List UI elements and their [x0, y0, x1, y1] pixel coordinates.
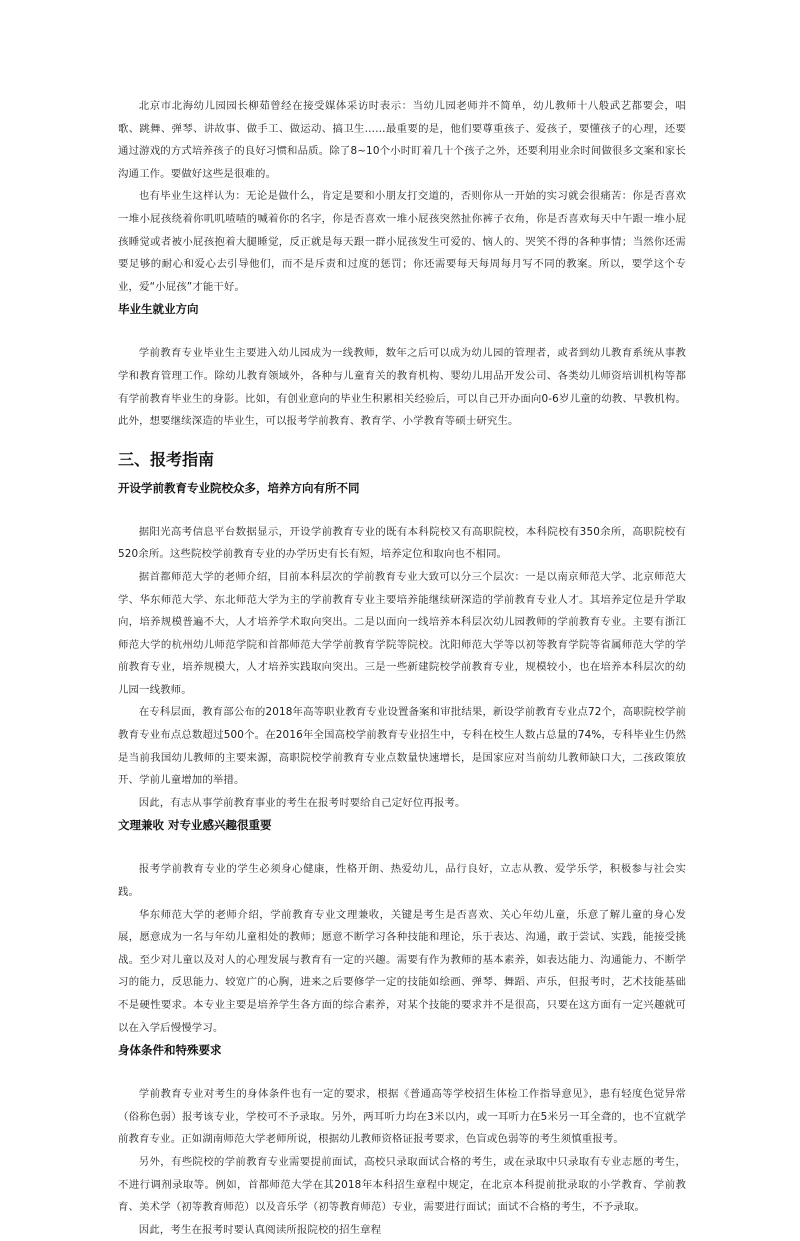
paragraph-physical-requirements: 学前教育专业对考生的身体条件也有一定的要求，根据《普通高等学校招生体检工作指导意见》，患有轻度色觉异常（俗称色弱）报考该专业，学校可不予录取。另外，两耳听力均在3米以内，或一耳听力在5米另一耳全聋的，也不宜就学前教育专业。正如湖南师范大学老师所说，根据幼儿教师资格证报考要求，色盲或色弱等的考生须慎重报考。 [118, 1088, 686, 1146]
document-page [118, 95, 686, 1241]
paragraph-employment: 学前教育专业毕业生主要进入幼儿园成为一线教师，数年之后可以成为幼儿园的管理者，或者到幼儿教育系统从事教学和教育管理工作。除幼儿教育领域外，各种与儿童育关的教育机构、婴幼儿用品开发公司、各类幼儿师资培训机构等都有学前教育毕业生的身影。比如，有创业意向的毕业生积累相关经验后，可以自己开办面向0-6岁儿童的幼教、早教机构。此外，想要继续深造的毕业生，可以报考学前教育、教育学、小学教育等硕士研究生。 [118, 347, 686, 428]
heading-schools: 开设学前教育专业院校众多，培养方向有所不同 [118, 480, 360, 495]
paragraph-schools-count: 据阳光高考信息平台数据显示，开设学前教育专业的既有本科院校又有高职院校，本科院校有350余所，高职院校有520余所。这些院校学前教育专业的办学历史有长有短，培养定位和取向也不相同。 [118, 525, 686, 561]
paragraph-interest-details: 华东师范大学的老师介绍，学前教育专业文理兼收，关键是考生是否喜欢、关心年幼儿童，乐意了解儿童的身心发展，愿意成为一名与年幼儿童相处的教师；愿意不断学习各种技能和理论，乐于表达、沟通，敢于尝试、实践，能接受挑战。至少对儿童以及对人的心理发展与教育有一定的兴趣。需要有作为教师的基本素养，如表达能力、沟通能力、不断学习的能力，反思能力、较宽广的心胸，进来之后要修学一定的技能如绘画、弹琴、舞蹈、声乐，但报考时，艺术技能基础不是硬性要求。本专业主要是培养学生各方面的综合素养，对某个技能的要求并不是很高，只要在这方面有一定兴趣就可以在入学后慢慢学习。 [118, 908, 686, 1034]
section-title: 三、报考指南 [118, 449, 215, 469]
paragraph-schools-vocational: 在专科层面，教育部公布的2018年高等职业教育专业设置备案和审批结果，新设学前教育专业点72个，高职院校学前教育专业布点总数超过500个。在2016年全国高校学前教育专业招生中，专科在校生人数占总量的74%，专科毕业生仍然是当前我国幼儿教师的主要来源，高职院校学前教育专业点数量快速增长，是国家应对当前幼儿教师缺口大，二孩政策放开、学前儿童增加的举措。 [118, 706, 686, 787]
paragraph-interest-requirements: 报考学前教育专业的学生必须身心健康，性格开朗、热爱幼儿，品行良好，立志从教、爱学乐学，积极参与社会实践。 [118, 863, 686, 899]
paragraph-kindergarten-principal: 北京市北海幼儿园园长柳茹曾经在接受媒体采访时表示：当幼儿园老师并不简单，幼儿教师十八般武艺都要会，唱歌、跳舞、弹琴、讲故事、做手工、做运动、搞卫生……最重要的是，他们要尊重孩子、爱孩子，要懂孩子的心理，还要通过游戏的方式培养孩子的良好习惯和品质。除了8~10个小时盯着几十个孩子之外，还要利用业余时间做很多文案和家长沟通工作。要做好这些是很难的。 [118, 100, 686, 180]
paragraph-physical-conclusion: 因此，考生在报考时要认真阅读所报院校的招生章程 [138, 1223, 382, 1236]
paragraph-graduate-opinion: 也有毕业生这样认为：无论是做什么，肯定是要和小朋友打交道的，否则你从一开始的实习就会很痛苦：你是否喜欢一堆小屁孩绕着你叽叽喳喳的喊着你的名字，你是否喜欢一堆小屁孩突然扯你裤子衣角，你是否喜欢每天中午跟一堆小屁孩睡觉或者被小屁孩抱着大腿睡觉，反正就是每天跟一群小屁孩发生可爱的、恼人的、哭笑不得的各种事情；当然你还需要足够的耐心和爱心去引导他们，而不是斥责和过度的惩罚；你还需要每天每周每月写不同的教案。所以，要学这个专业，爱“小屁孩”才能干好。 [118, 190, 686, 293]
paragraph-physical-interview: 另外，有些院校的学前教育专业需要提前面试，高校只录取面试合格的考生，或在录取中只录取有专业志愿的考生，不进行调剂录取等。例如，首都师范大学在其2018年本科招生章程中规定，在北京本科提前批录取的小学教育、学前教育、美术学（初等教育师范）以及音乐学（初等教育师范）专业，需要进行面试；面试不合格的考生，不予录取。 [118, 1155, 686, 1214]
heading-employment: 毕业生就业方向 [118, 302, 199, 317]
heading-interest: 文理兼收 对专业感兴趣很重要 [118, 818, 272, 833]
heading-physical: 身体条件和特殊要求 [118, 1043, 222, 1058]
paragraph-schools-conclusion: 因此，有志从事学前教育事业的考生在报考时要给自己定好位再报考。 [138, 796, 466, 809]
paragraph-schools-levels: 据首都师范大学的老师介绍，目前本科层次的学前教育专业大致可以分三个层次：一是以南京师范大学、北京师范大学、华东师范大学、东北师范大学为主的学前教育专业主要培养能继续研深造的学前教育专业人才。其培养定位是升学取向，培养规模普遍不大，人才培养学术取向突出。二是以面向一线培养本科层次幼儿园教师的学前教育专业。主要有浙江师范大学的杭州幼儿师范学院和首都师范大学学前教育学院等院校。沈阳师范大学等以初等教育学院等省属师范大学的学前教育专业，培养规模大，人才培养实践取向突出。三是一些新建院校学前教育专业，规模较小，也在培养本科层次的幼儿园一线教师。 [118, 570, 686, 696]
